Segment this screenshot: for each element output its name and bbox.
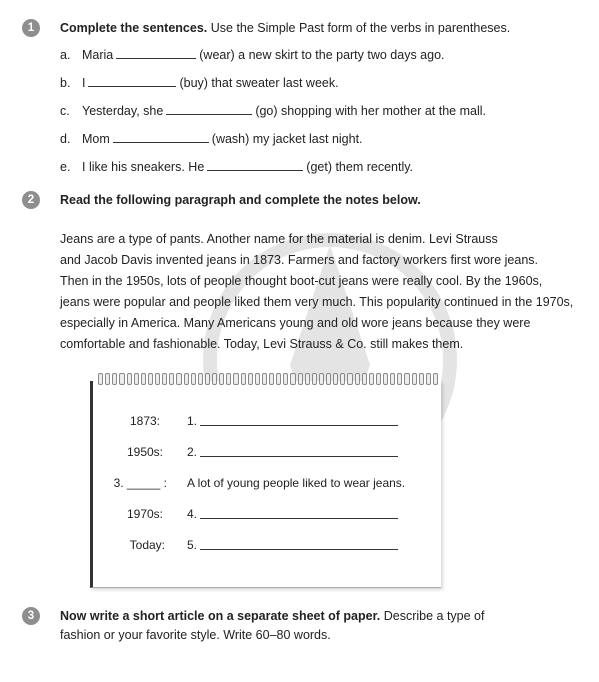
item-letter: a.	[60, 48, 71, 62]
note-answer-line-4[interactable]	[200, 518, 398, 519]
exercise-3-heading-bold: Now write a short article on a separate sheet of paper.	[60, 609, 381, 623]
answer-blank-b[interactable]	[88, 74, 176, 87]
sentence-e	[60, 158, 413, 176]
paragraph-line: jeans were popular and people liked them very much. This popularity continued in the 1970s,	[60, 295, 574, 309]
item-before: I	[82, 76, 86, 90]
answer-blank-c[interactable]	[166, 102, 252, 115]
item-before: Yesterday, she	[82, 104, 164, 118]
note-label: 1970s:	[126, 507, 163, 521]
note-number: 1.	[187, 414, 198, 428]
paragraph-line: especially in America. Many Americans young and old wore jeans because they were	[60, 316, 531, 330]
item-letter: d.	[60, 132, 71, 146]
exercise-number-1: 1	[22, 19, 40, 37]
sentence-d	[60, 130, 363, 148]
exercise-3-line2: fashion or your favorite style. Write 60–80 words.	[60, 628, 331, 642]
exercise-1-heading-bold: Complete the sentences.	[60, 21, 208, 35]
note-label: Today:	[129, 538, 165, 552]
reading-paragraph	[60, 229, 585, 355]
item-after: (wear) a new skirt to the party two days ago.	[199, 48, 445, 62]
item-letter: c.	[60, 104, 70, 118]
exercise-3-heading	[60, 607, 484, 625]
item-after: (wash) my jacket last night.	[211, 132, 363, 146]
answer-blank-a[interactable]	[116, 46, 196, 59]
item-letter: b.	[60, 76, 71, 90]
answer-blank-e[interactable]	[207, 158, 303, 171]
item-before: Mom	[82, 132, 110, 146]
item-before: I like his sneakers. He	[82, 160, 205, 174]
note-row-2	[90, 443, 440, 461]
paragraph-line: Jeans are a type of pants. Another name for the material is denim. Levi Strauss	[60, 232, 498, 246]
sentence-c	[60, 102, 486, 120]
note-number: 2.	[187, 445, 198, 459]
item-letter: e.	[60, 160, 71, 174]
note-label: 1873:	[129, 414, 160, 428]
paragraph-line: comfortable and fashionable. Today, Levi Strauss & Co. still makes them.	[60, 337, 464, 351]
note-label: 1950s:	[126, 445, 163, 459]
exercise-3-heading-rest: Describe a type of	[380, 609, 485, 623]
paragraph-line: and Jacob Davis invented jeans in 1873. Farmers and factory workers first wore jeans.	[60, 253, 539, 267]
note-answer-line-2[interactable]	[200, 456, 398, 457]
item-before: Maria	[82, 48, 114, 62]
item-after: (go) shopping with her mother at the mall.	[255, 104, 486, 118]
exercise-1-heading	[60, 19, 510, 37]
note-answer-line-5[interactable]	[200, 549, 398, 550]
note-number: 5.	[187, 538, 198, 552]
note-number: 4.	[187, 507, 198, 521]
note-row-3	[90, 474, 440, 492]
notebook-spiral	[98, 373, 438, 385]
exercise-number-3: 3	[22, 607, 40, 625]
note-row-1	[90, 412, 440, 430]
exercise-1-heading-rest: Use the Simple Past form of the verbs in parentheses.	[207, 21, 511, 35]
note-text: A lot of young people liked to wear jeans.	[187, 476, 406, 490]
answer-blank-d[interactable]	[113, 130, 209, 143]
exercise-2-heading: Read the following paragraph and complete the notes below.	[60, 193, 421, 207]
note-label: 3. _____ :	[113, 476, 167, 490]
note-row-4	[90, 505, 440, 523]
item-after: (buy) that sweater last week.	[179, 76, 339, 90]
exercise-number-2: 2	[22, 191, 40, 209]
notes-notebook	[90, 373, 440, 588]
item-after: (get) them recently.	[306, 160, 414, 174]
note-answer-line-1[interactable]	[200, 425, 398, 426]
sentence-b	[60, 74, 339, 92]
sentence-a	[60, 46, 445, 64]
note-row-5	[90, 536, 440, 554]
paragraph-line: Then in the 1950s, lots of people thought boot-cut jeans were really cool. By the 1960s,	[60, 274, 543, 288]
